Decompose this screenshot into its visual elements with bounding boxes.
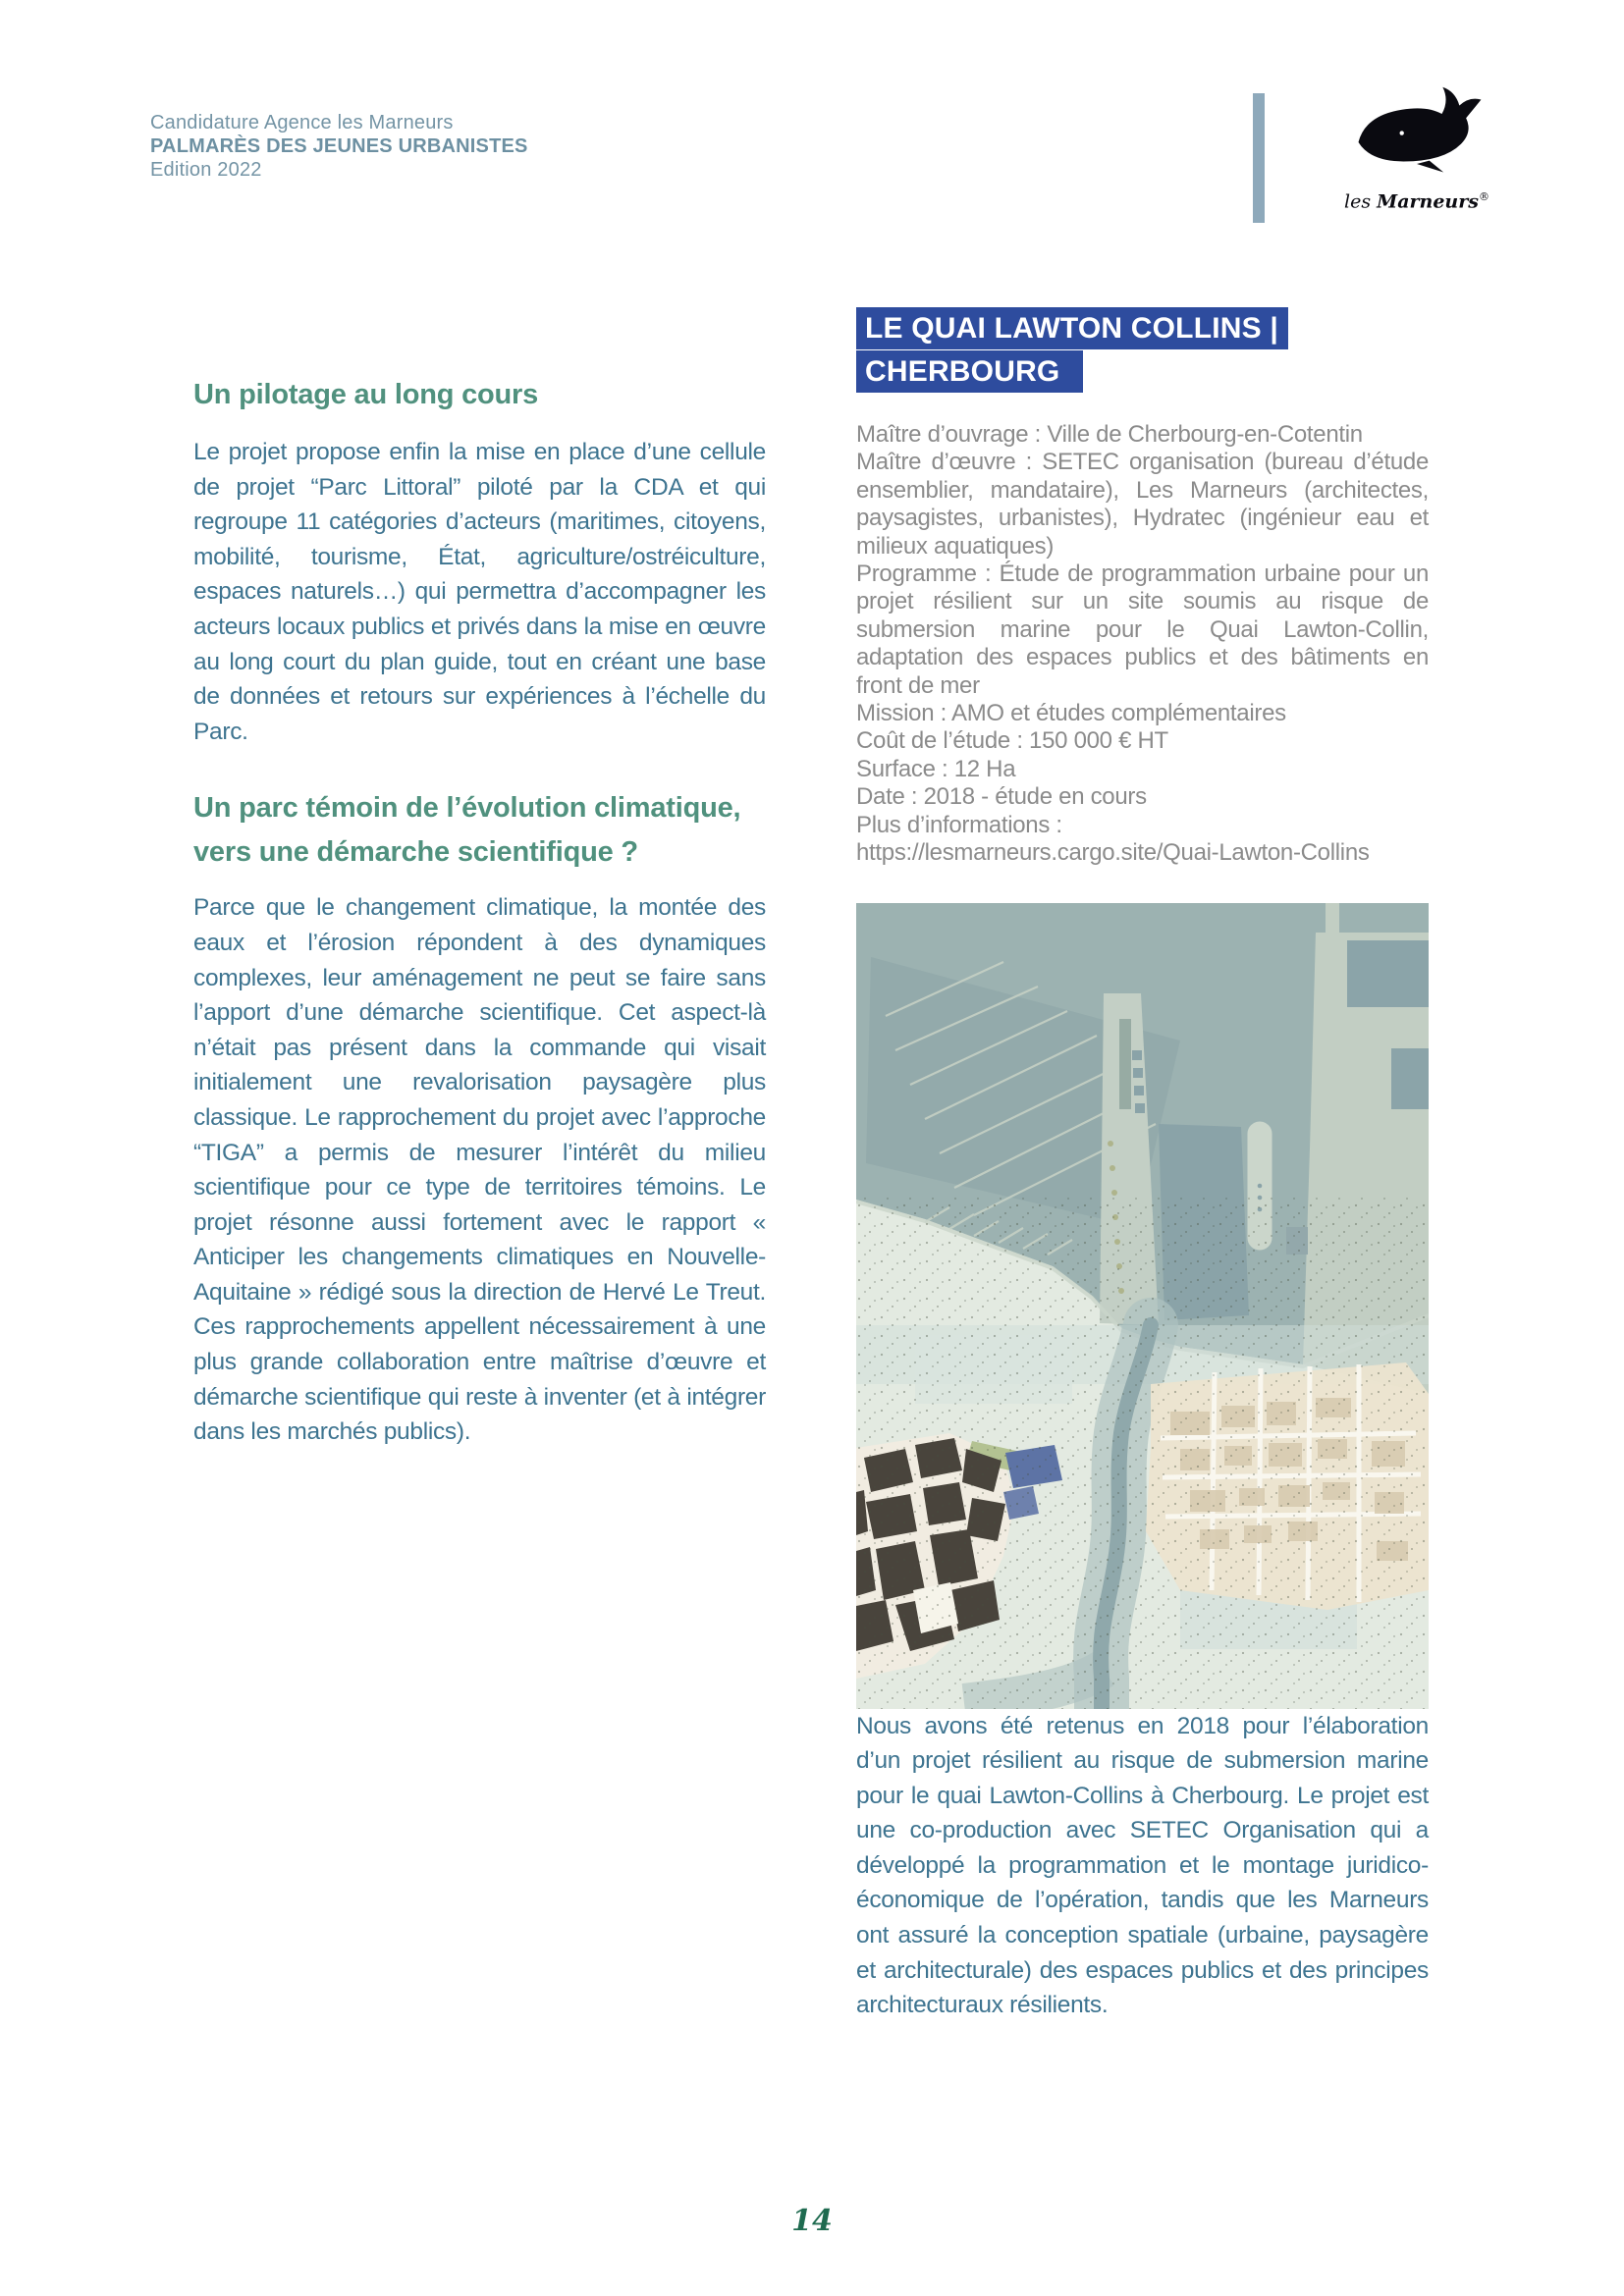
detail-plus-informations: Plus d’informations : <box>856 811 1062 838</box>
detail-mission: Mission : AMO et études complémentaires <box>856 700 1286 727</box>
detail-surface: Surface : 12 Ha <box>856 755 1016 782</box>
project-title-line1: LE QUAI LAWTON COLLINS | <box>856 307 1288 349</box>
project-details <box>856 421 1429 868</box>
detail-programme: Programme : Étude de programmation urbaine pour un projet résilient sur un site soumis au risque de submersion marine pour le Quai Lawton-Collin, adaptation des espaces publics et des bâtiments en front de mer <box>856 561 1429 699</box>
whale-icon <box>1350 73 1484 188</box>
running-header <box>150 111 528 182</box>
header-candidature: Candidature Agence les Marneurs <box>150 112 454 133</box>
detail-date: Date : 2018 - étude en cours <box>856 783 1147 811</box>
site-map-image <box>856 903 1429 1709</box>
paragraph-parc-temoin: Parce que le changement climatique, la montée des eaux et l’érosion répondent à des dynamiques complexes, leur aménagement ne peut se faire sans l’apport d’une démarche scientifique. Cet aspect-là n’était pas présent dans la commande qui visait initialement une revalorisation paysagère plus classique. Le rapprochement du projet avec l’approche “TIGA” a permis de mesurer l’intérêt du milieu scientifique pour ce type de territoires témoins. Le projet résonne aussi fortement avec le rapport « Anticiper les changements climatiques en Nouvelle-Aquitaine » rédigé sous la direction de Hervé Le Treut. Ces rapprochements appellent nécessairement à une plus grande collaboration entre maîtrise d’œuvre et démarche scientifique qui reste à inventer (et à intégrer dans les marchés publics). <box>193 894 766 1446</box>
detail-cout: Coût de l’étude : 150 000 € HT <box>856 727 1168 755</box>
section-heading-pilotage: Un pilotage au long cours <box>193 379 539 410</box>
project-title-line2: CHERBOURG <box>856 350 1083 393</box>
header-palmares: PALMARÈS DES JEUNES URBANISTES <box>150 135 528 157</box>
project-url-link[interactable]: https://lesmarneurs.cargo.site/Quai-Lawton-Collins <box>856 839 1370 867</box>
paragraph-pilotage: Le projet propose enfin la mise en place d’une cellule de projet “Parc Littoral” piloté par la CDA et qui regroupe 11 catégories d’acteurs (maritimes, citoyens, mobilité, tourisme, État, agriculture/ostréiculture, espaces naturels…) qui permettra d’accompagner les acteurs locaux publics et privés dans la mise en œuvre au long court du plan guide, tout en créant une base de données et retours sur expériences à l’échelle du Parc. <box>193 439 766 745</box>
page-number: 14 <box>791 2204 833 2238</box>
left-column <box>193 373 766 1450</box>
right-column <box>856 307 1429 2023</box>
les-marneurs-logo <box>1343 73 1490 212</box>
project-title-banner <box>856 307 1429 395</box>
header-edition: Edition 2022 <box>150 159 262 181</box>
cherbourg-map-graphic <box>856 903 1429 1709</box>
detail-maitre-ouvrage: Maître d’ouvrage : Ville de Cherbourg-en-Cotentin <box>856 421 1363 448</box>
header-rule <box>1253 93 1265 223</box>
detail-maitre-oeuvre: Maître d’œuvre : SETEC organisation (bureau d’étude ensemblier, mandataire), Les Marneurs (architectes, paysagistes, urbanistes), Hydratec (ingénieur eau et milieux aquatiques) <box>856 449 1429 560</box>
section-heading-parc-temoin: Un parc témoin de l’évolution climatique, vers une démarche scientifique ? <box>193 792 741 869</box>
logo-wordmark: les Marneurs® <box>1344 190 1489 213</box>
paragraph-project-summary: Nous avons été retenus en 2018 pour l’élaboration d’un projet résilient au risque de submersion marine pour le quai Lawton-Collins à Cherbourg. Le projet est une co-production avec SETEC Organisation qui a développé la programmation et le montage juridico-économique de l’opération, tandis que les Marneurs ont assuré la conception spatiale (urbaine, paysagère et architecturale) des espaces publics et des principes architecturaux résilients. <box>856 1712 1429 2019</box>
